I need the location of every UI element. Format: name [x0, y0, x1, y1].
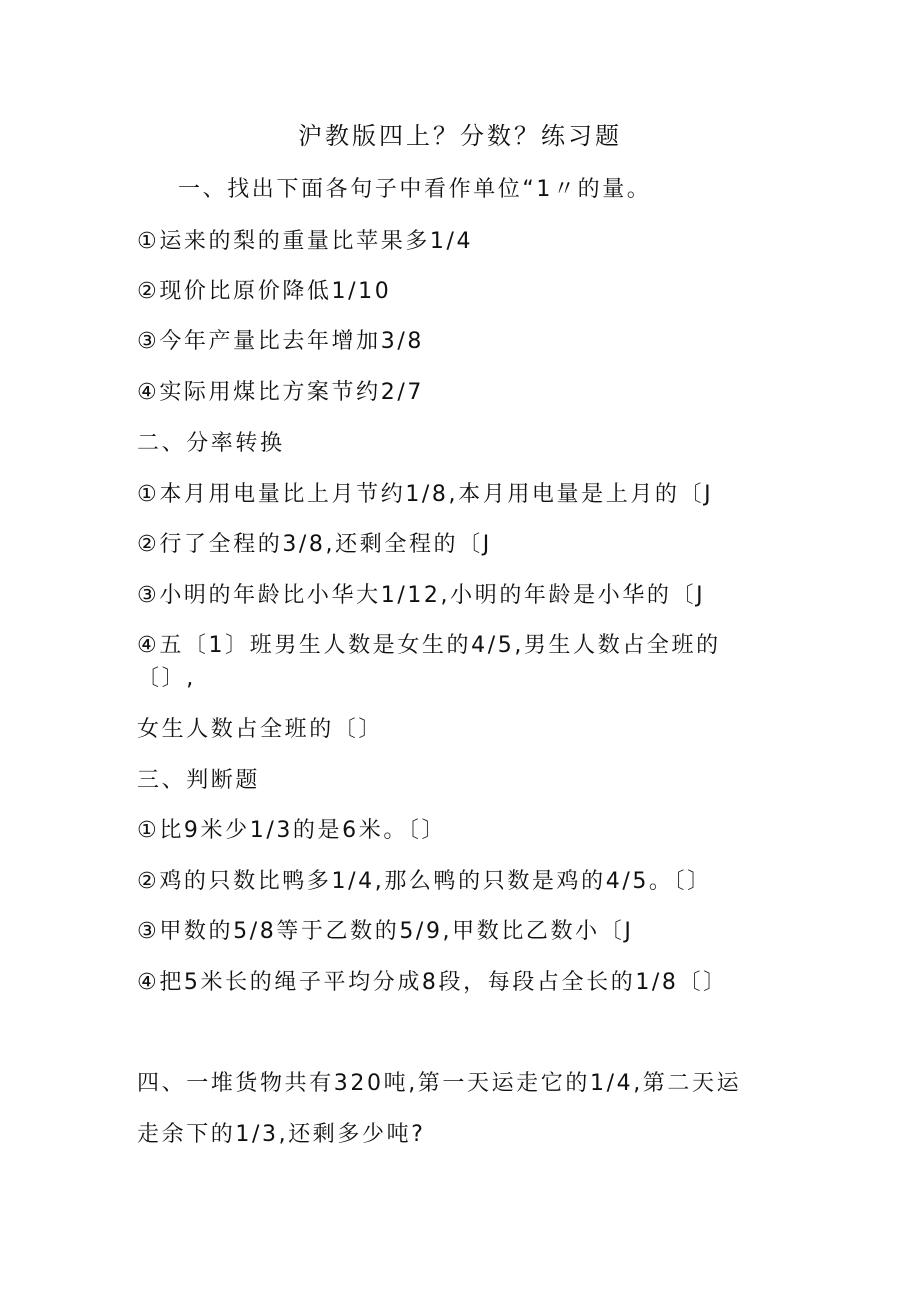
section2-item-3: ③小明的年龄比小华大1/12,小明的年龄是小华的〔J — [137, 583, 706, 608]
section1-item-2: ②现价比原价降低1/10 — [137, 279, 392, 304]
section4-line-2: 走余下的1/3,还剩多少吨? — [137, 1122, 426, 1147]
section4-line-1: 四、一堆货物共有320吨,第一天运走它的1/4,第二天运 — [137, 1071, 742, 1096]
section2-item-2: ②行了全程的3/8,还剩全程的〔J — [137, 532, 492, 557]
section3-heading: 三、判断题 — [137, 768, 261, 793]
section3-item-4: ④把5米长的绳子平均分成8段，每段占全长的1/8〔〕 — [137, 970, 728, 995]
section3-item-2: ②鸡的只数比鸭多1/4,那么鸭的只数是鸡的4/5。〔〕 — [137, 869, 712, 894]
document-title: 沪教版四上？分数？练习题 — [298, 122, 622, 150]
section1-item-3: ③今年产量比去年增加3/8 — [137, 329, 424, 354]
section1-item-4: ④实际用煤比方案节约2/7 — [137, 380, 424, 405]
section1-item-1: ①运来的梨的重量比苹果多1/4 — [137, 229, 474, 254]
section2-item-1: ①本月用电量比上月节约1/8,本月用电量是上月的〔J — [137, 482, 714, 507]
section2-item-4: ④五〔1〕班男生人数是女生的4/5,男生人数占全班的 — [137, 633, 721, 658]
section2-heading: 二、分率转换 — [137, 431, 285, 456]
section1-heading: 一、找出下面各句子中看作单位“1〃的量。 — [178, 177, 652, 202]
section3-item-1: ①比9米少1/3的是6米。〔〕 — [137, 818, 447, 843]
section3-item-3: ③甲数的5/8等于乙数的5/9,甲数比乙数小〔J — [137, 919, 634, 944]
section2-item-4-line2: 女生人数占全班的〔〕 — [137, 717, 384, 742]
section2-item-4-continuation: 〔〕, — [137, 666, 196, 691]
